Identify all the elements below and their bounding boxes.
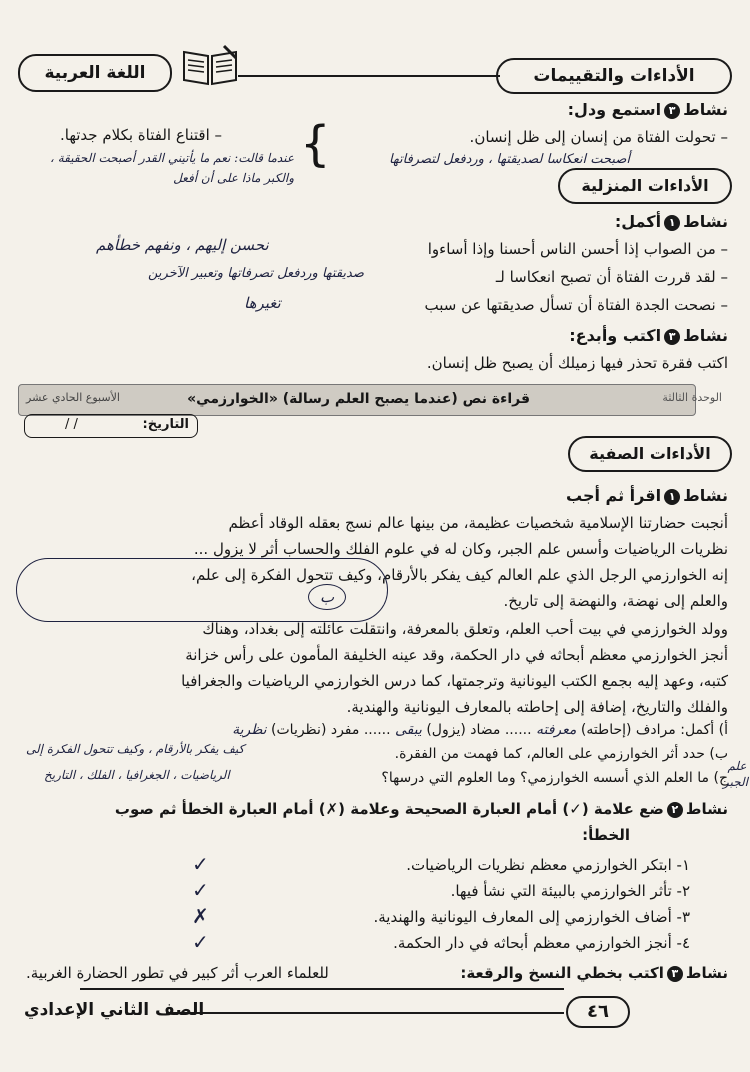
date-value: / / <box>65 417 78 432</box>
tf-statement-2: ٢- تأثر الخوارزمي بالبيئة التي نشأ فيها. <box>450 882 690 900</box>
passage-p2-line-2: أنجز الخوارزمي معظم أبحاثه في دار الحكمة، وقد عينه الخليفة المأمون على رأس خزانة <box>185 646 728 664</box>
complete-answer-2: صديقتها وردفعل تصرفاتها وتعبير الآخرين <box>148 266 364 281</box>
home-section-pill: الأداءات المنزلية <box>558 168 732 204</box>
question-c: ج) ما العلم الذي أسسه الخوارزمي؟ وما العلوم التي درسها؟ <box>381 770 728 786</box>
complete-line-2: – لقد قررت الفتاة أن تصبح انعكاسا لـ <box>495 268 728 286</box>
tf-mark-3: ✗ <box>192 904 209 928</box>
tf-statement-1: ١- ابتكر الخوارزمي معظم نظريات الرياضيات. <box>406 856 690 874</box>
listen-activity-heading: نشاط٣استمع ودل: <box>567 100 728 119</box>
passage-p1-line-3: إنه الخوارزمي الرجل الذي علم العالم كيف يفكر بالأرقام، وكيف تتحول الفكرة إلى علم، <box>191 566 728 584</box>
tf-statement-4: ٤- أنجز الخوارزمي معظم أبحاثه في دار الحكمة. <box>393 934 690 952</box>
week-label: الأسبوع الحادي عشر <box>26 391 120 404</box>
listen-line-2: – اقتناع الفتاة بكلام جدتها. <box>60 126 223 144</box>
margin-annotation: علم الجبر <box>723 759 748 789</box>
tf-heading-line-2: الخطأ: <box>582 826 630 844</box>
brace-icon: } <box>300 116 331 172</box>
date-box <box>24 414 198 438</box>
passage-p2-line-1: وولد الخوارزمي في بيت أحب العلم، وتعلق بالمعرفة، وانتقلت عائلته إلى بغداد، وهناك <box>202 620 728 638</box>
question-c-answer: الرياضيات ، الجغرافيا ، الفلك ، التاريخ <box>44 768 230 782</box>
tf-mark-1: ✓ <box>192 852 209 876</box>
passage-p1-line-4: والعلم إلى نهضة، والنهضة إلى تاريخ. <box>503 592 728 610</box>
section-title-pill: الأداءات والتقييمات <box>496 58 732 94</box>
write-prompt: اكتب فقرة تحذر فيها زميلك أن يصبح ظل إنسان. <box>426 354 728 372</box>
question-a-answer-2: يبقى <box>395 722 422 738</box>
listen-line-1: – تحولت الفتاة من إنسان إلى ظل إنسان. <box>469 128 728 146</box>
write-activity-heading: نشاط٣اكتب وأبدع: <box>569 326 728 345</box>
calligraphy-sentence: للعلماء العرب أثر كبير في تطور الحضارة الغربية. <box>26 964 329 982</box>
passage-p1-line-2: نظريات الرياضيات وأسس علم الجبر، وكان له في علوم الفلك والحساب أثر لا يزول ... <box>193 540 728 558</box>
complete-answer-1: نحسن إليهم ، ونفهم خطأهم <box>96 236 269 254</box>
question-a-answer-1: معرفته <box>536 722 577 738</box>
footer-rule <box>166 1012 564 1014</box>
passage-p2-line-4: والفلك والتاريخ، إضافة إلى إحاطته بالمعارف اليونانية والهندية. <box>346 698 728 716</box>
lesson-title: قراءة نص (عندما يصبح العلم رسالة) «الخوارزمي» <box>187 391 530 407</box>
open-book-icon <box>180 44 240 92</box>
unit-label: الوحدة الثالثة <box>662 391 722 404</box>
question-b-answer: كيف يفكر بالأرقام ، وكيف تتحول الفكرة إلى <box>26 742 245 756</box>
read-activity-heading: نشاط١اقرأ ثم أجب <box>566 486 728 505</box>
passage-p2-line-3: كتبه، وعهد إليه بجمع الكتب اليونانية وترجمتها، كما درس الخوارزمي الرياضيات والجغرافيا <box>181 672 728 690</box>
date-label: التاريخ: <box>142 417 189 432</box>
calligraphy-rule <box>80 988 564 990</box>
circle-b-annotation: ب <box>308 584 346 610</box>
complete-activity-heading: نشاط١أكمل: <box>614 212 728 231</box>
subject-title-pill: اللغة العربية <box>18 54 172 92</box>
tf-activity-heading: نشاط٢ضع علامة (✓) أمام العبارة الصحيحة وعلامة (✗) أمام العبارة الخطأ ثم صوب <box>114 800 728 818</box>
complete-line-3: – نصحت الجدة الفتاة أن تسأل صديقتها عن سبب <box>424 296 728 314</box>
passage-p1-line-1: أنجبت حضارتنا الإسلامية شخصيات عظيمة، من بينها عالم نسج بعقله الوقاد أعظم <box>228 514 728 532</box>
question-b: ب) حدد أثر الخوارزمي على العالم، كما فهمت من الفقرة. <box>394 746 728 762</box>
complete-line-1: – من الصواب إذا أحسن الناس أحسنا وإذا أساءوا <box>427 240 728 258</box>
tf-statement-3: ٣- أضاف الخوارزمي إلى المعارف اليونانية والهندية. <box>373 908 690 926</box>
question-a-answer-3: نظرية <box>232 722 267 738</box>
question-a: أ) أكمل: مرادف (إحاطته) معرفته ...... مضاد (يزول) يبقى ...... مفرد (نظريات) نظرية <box>232 722 728 738</box>
tf-mark-2: ✓ <box>192 878 209 902</box>
complete-answer-3: تغيرها <box>244 294 281 312</box>
page-number: ٤٦ <box>566 996 630 1028</box>
header-rule <box>238 75 500 77</box>
class-section-pill: الأداءات الصفية <box>568 436 732 472</box>
listen-answer-1: أصبحت انعكاسا لصديقتها ، وردفعل لتصرفاتها <box>389 152 630 167</box>
listen-answer-2: عندما قالت: نعم ما يأتيني القدر أصبحت الحقيقة ، والكبر ماذا على أن أفعل <box>50 151 294 185</box>
grade-label: الصف الثاني الإعدادي <box>24 1000 205 1020</box>
tf-mark-4: ✓ <box>192 930 209 954</box>
calligraphy-activity-heading: نشاط٣اكتب بخطي النسخ والرقعة: <box>460 964 728 982</box>
